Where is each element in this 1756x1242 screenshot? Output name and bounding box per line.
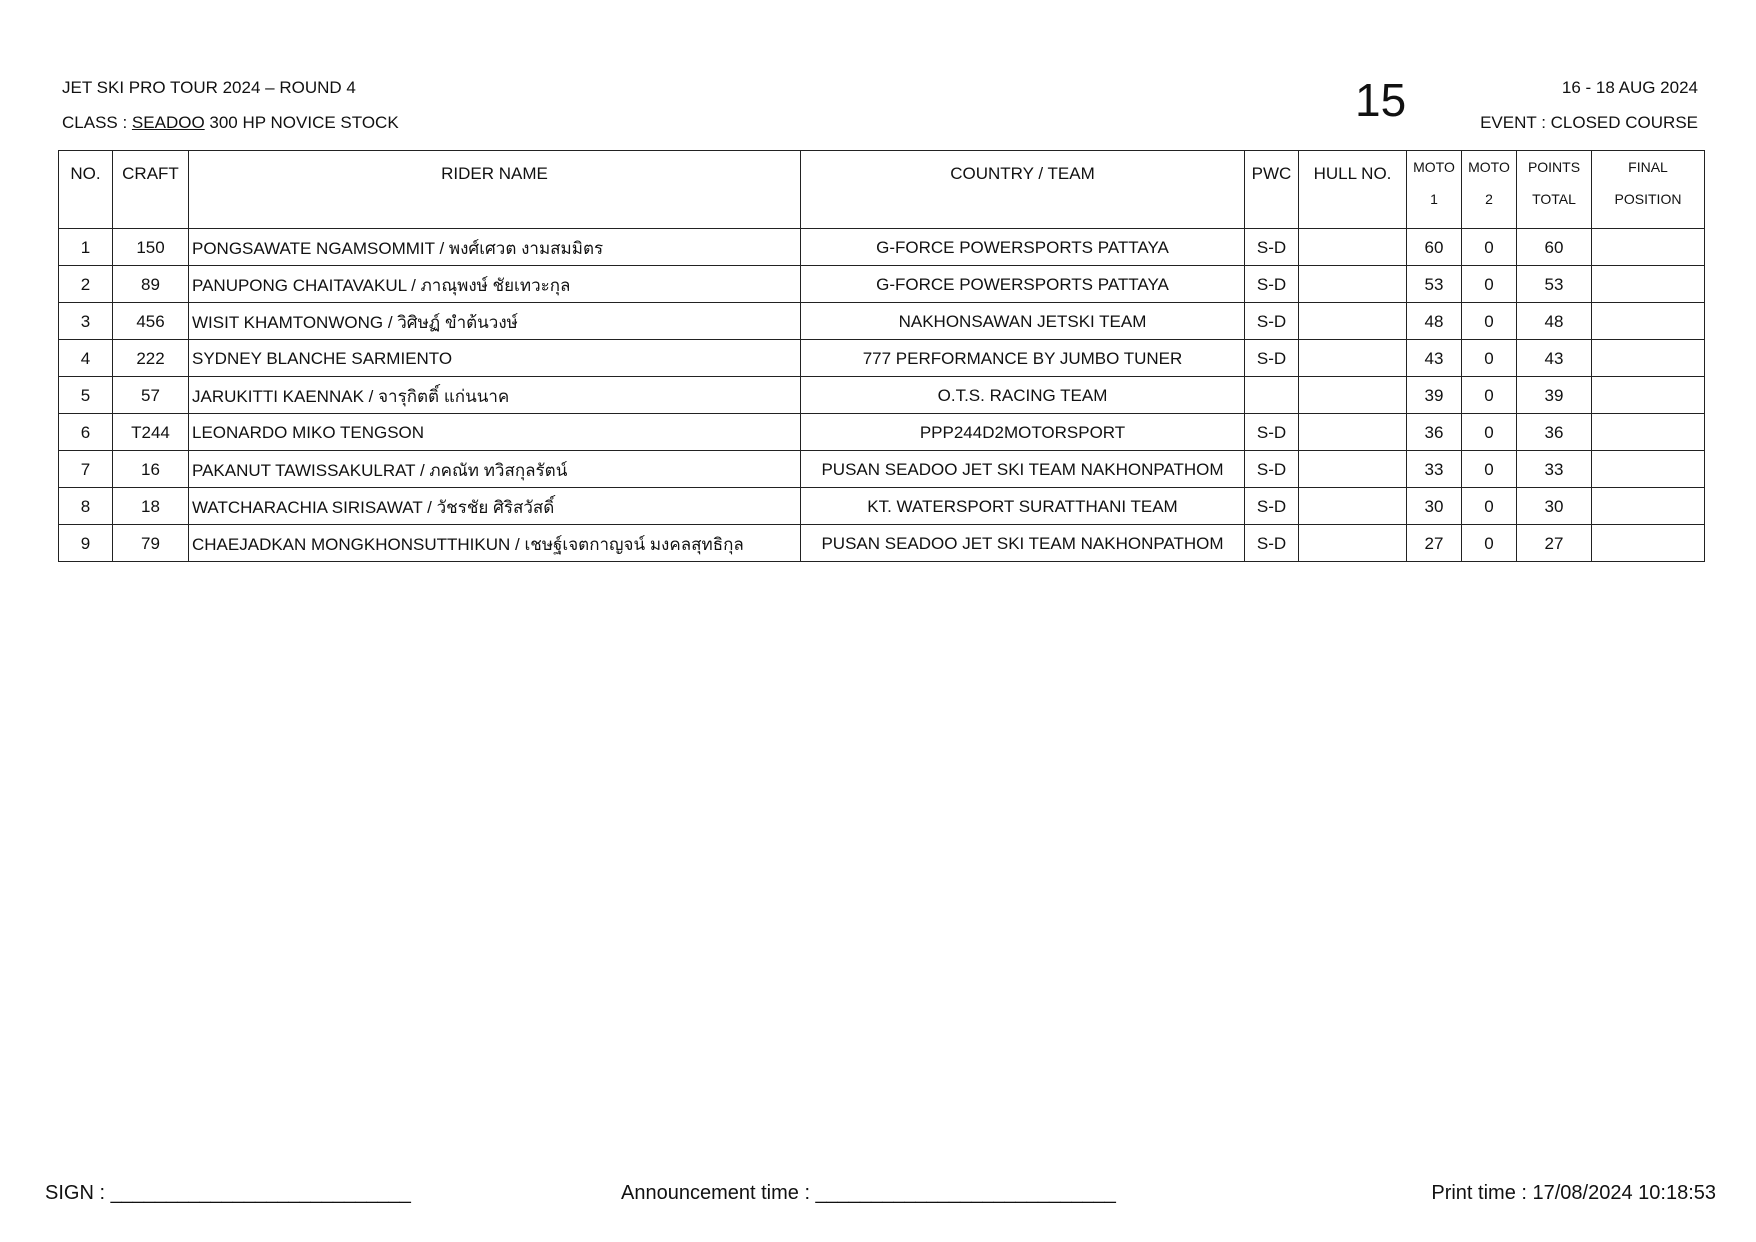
cell-pwc: S-D bbox=[1245, 525, 1299, 562]
cell-moto1: 39 bbox=[1407, 377, 1462, 414]
cell-no: 6 bbox=[59, 414, 113, 451]
announcement-time: Announcement time : ___________________________ bbox=[621, 1182, 1116, 1204]
cell-pwc: S-D bbox=[1245, 451, 1299, 488]
cell-craft: 57 bbox=[113, 377, 189, 414]
class-rest: 300 HP NOVICE STOCK bbox=[204, 113, 399, 132]
class-prefix: CLASS : bbox=[62, 113, 132, 132]
cell-no: 8 bbox=[59, 488, 113, 525]
cell-moto2: 0 bbox=[1462, 340, 1517, 377]
cell-hull-no bbox=[1299, 340, 1407, 377]
cell-pwc: S-D bbox=[1245, 488, 1299, 525]
cell-team: PUSAN SEADOO JET SKI TEAM NAKHONPATHOM bbox=[801, 451, 1245, 488]
cell-final-position bbox=[1592, 377, 1705, 414]
cell-pwc: S-D bbox=[1245, 340, 1299, 377]
cell-team: PPP244D2MOTORSPORT bbox=[801, 414, 1245, 451]
cell-team: G-FORCE POWERSPORTS PATTAYA bbox=[801, 266, 1245, 303]
cell-craft: 222 bbox=[113, 340, 189, 377]
cell-pwc: S-D bbox=[1245, 414, 1299, 451]
cell-team: O.T.S. RACING TEAM bbox=[801, 377, 1245, 414]
cell-points-total: 39 bbox=[1517, 377, 1592, 414]
cell-moto1: 53 bbox=[1407, 266, 1462, 303]
header-right bbox=[1480, 70, 1698, 140]
table-row bbox=[59, 340, 1705, 377]
cell-team: PUSAN SEADOO JET SKI TEAM NAKHONPATHOM bbox=[801, 525, 1245, 562]
cell-moto1: 36 bbox=[1407, 414, 1462, 451]
cell-hull-no bbox=[1299, 266, 1407, 303]
cell-rider-name: PANUPONG CHAITAVAKUL / ภาณุพงษ์ ชัยเทวะกุล bbox=[189, 266, 801, 303]
cell-rider-name: WISIT KHAMTONWONG / วิศิษฏ์ ขำต้นวงษ์ bbox=[189, 303, 801, 340]
cell-hull-no bbox=[1299, 414, 1407, 451]
cell-points-total: 27 bbox=[1517, 525, 1592, 562]
cell-hull-no bbox=[1299, 451, 1407, 488]
cell-pwc: S-D bbox=[1245, 229, 1299, 266]
col-header-final: FINAL POSITION bbox=[1592, 151, 1705, 229]
cell-no: 4 bbox=[59, 340, 113, 377]
col-header-team: COUNTRY / TEAM bbox=[801, 151, 1245, 229]
cell-craft: 456 bbox=[113, 303, 189, 340]
cell-moto2: 0 bbox=[1462, 414, 1517, 451]
col-header-moto1: MOTO 1 bbox=[1407, 151, 1462, 229]
table-row bbox=[59, 229, 1705, 266]
print-time: Print time : 17/08/2024 10:18:53 bbox=[1431, 1182, 1716, 1204]
col-header-hull: HULL NO. bbox=[1299, 151, 1407, 229]
cell-moto1: 30 bbox=[1407, 488, 1462, 525]
cell-final-position bbox=[1592, 451, 1705, 488]
cell-moto2: 0 bbox=[1462, 451, 1517, 488]
cell-points-total: 53 bbox=[1517, 266, 1592, 303]
col-header-points: POINTS TOTAL bbox=[1517, 151, 1592, 229]
col-header-craft: CRAFT bbox=[113, 151, 189, 229]
cell-team: NAKHONSAWAN JETSKI TEAM bbox=[801, 303, 1245, 340]
cell-craft: 89 bbox=[113, 266, 189, 303]
cell-rider-name: LEONARDO MIKO TENGSON bbox=[189, 414, 801, 451]
cell-rider-name: PONGSAWATE NGAMSOMMIT / พงศ์เศวต งามสมมิตร bbox=[189, 229, 801, 266]
table-header-row bbox=[59, 151, 1705, 229]
table-row bbox=[59, 525, 1705, 562]
table-row bbox=[59, 414, 1705, 451]
col-header-pwc: PWC bbox=[1245, 151, 1299, 229]
cell-no: 2 bbox=[59, 266, 113, 303]
cell-hull-no bbox=[1299, 377, 1407, 414]
cell-rider-name: PAKANUT TAWISSAKULRAT / ภคณัท ทวิสกุลรัตน์ bbox=[189, 451, 801, 488]
cell-points-total: 36 bbox=[1517, 414, 1592, 451]
cell-no: 1 bbox=[59, 229, 113, 266]
cell-team: G-FORCE POWERSPORTS PATTAYA bbox=[801, 229, 1245, 266]
cell-moto2: 0 bbox=[1462, 377, 1517, 414]
cell-final-position bbox=[1592, 229, 1705, 266]
cell-points-total: 43 bbox=[1517, 340, 1592, 377]
col-header-rider: RIDER NAME bbox=[189, 151, 801, 229]
event-type: EVENT : CLOSED COURSE bbox=[1480, 113, 1698, 132]
cell-final-position bbox=[1592, 488, 1705, 525]
cell-moto2: 0 bbox=[1462, 488, 1517, 525]
cell-craft: T244 bbox=[113, 414, 189, 451]
cell-no: 3 bbox=[59, 303, 113, 340]
cell-craft: 150 bbox=[113, 229, 189, 266]
cell-points-total: 33 bbox=[1517, 451, 1592, 488]
cell-moto1: 48 bbox=[1407, 303, 1462, 340]
cell-craft: 18 bbox=[113, 488, 189, 525]
cell-moto1: 43 bbox=[1407, 340, 1462, 377]
cell-team: 777 PERFORMANCE BY JUMBO TUNER bbox=[801, 340, 1245, 377]
cell-moto2: 0 bbox=[1462, 303, 1517, 340]
cell-final-position bbox=[1592, 414, 1705, 451]
cell-no: 5 bbox=[59, 377, 113, 414]
cell-final-position bbox=[1592, 303, 1705, 340]
col-header-no: NO. bbox=[59, 151, 113, 229]
event-title: JET SKI PRO TOUR 2024 – ROUND 4 bbox=[62, 78, 356, 97]
table-row bbox=[59, 488, 1705, 525]
sign-line: SIGN : ___________________________ bbox=[45, 1182, 411, 1204]
cell-hull-no bbox=[1299, 229, 1407, 266]
table-row bbox=[59, 377, 1705, 414]
cell-no: 7 bbox=[59, 451, 113, 488]
cell-rider-name: WATCHARACHIA SIRISAWAT / วัชรชัย ศิริสวัสดิ์ bbox=[189, 488, 801, 525]
cell-rider-name: SYDNEY BLANCHE SARMIENTO bbox=[189, 340, 801, 377]
table-row bbox=[59, 303, 1705, 340]
cell-hull-no bbox=[1299, 303, 1407, 340]
cell-moto2: 0 bbox=[1462, 525, 1517, 562]
cell-hull-no bbox=[1299, 525, 1407, 562]
cell-moto1: 33 bbox=[1407, 451, 1462, 488]
cell-points-total: 30 bbox=[1517, 488, 1592, 525]
cell-moto1: 60 bbox=[1407, 229, 1462, 266]
cell-moto2: 0 bbox=[1462, 229, 1517, 266]
cell-hull-no bbox=[1299, 488, 1407, 525]
cell-points-total: 60 bbox=[1517, 229, 1592, 266]
results-table bbox=[58, 150, 1705, 562]
cell-craft: 16 bbox=[113, 451, 189, 488]
cell-pwc: S-D bbox=[1245, 266, 1299, 303]
header-left bbox=[62, 70, 399, 140]
cell-final-position bbox=[1592, 340, 1705, 377]
cell-rider-name: CHAEJADKAN MONGKHONSUTTHIKUN / เชษฐ์เจตกาญจน์ มงคลสุทธิกุล bbox=[189, 525, 801, 562]
event-date: 16 - 18 AUG 2024 bbox=[1561, 78, 1698, 97]
col-header-moto2: MOTO 2 bbox=[1462, 151, 1517, 229]
class-brand: SEADOO bbox=[131, 113, 205, 132]
class-line bbox=[62, 105, 399, 140]
cell-no: 9 bbox=[59, 525, 113, 562]
cell-team: KT. WATERSPORT SURATTHANI TEAM bbox=[801, 488, 1245, 525]
cell-final-position bbox=[1592, 266, 1705, 303]
cell-moto1: 27 bbox=[1407, 525, 1462, 562]
table-row bbox=[59, 451, 1705, 488]
cell-final-position bbox=[1592, 525, 1705, 562]
result-sheet-number: 15 bbox=[1355, 74, 1407, 126]
cell-rider-name: JARUKITTI KAENNAK / จารุกิตติ์ แก่นนาค bbox=[189, 377, 801, 414]
cell-pwc bbox=[1245, 377, 1299, 414]
cell-craft: 79 bbox=[113, 525, 189, 562]
cell-points-total: 48 bbox=[1517, 303, 1592, 340]
table-row bbox=[59, 266, 1705, 303]
cell-moto2: 0 bbox=[1462, 266, 1517, 303]
cell-pwc: S-D bbox=[1245, 303, 1299, 340]
